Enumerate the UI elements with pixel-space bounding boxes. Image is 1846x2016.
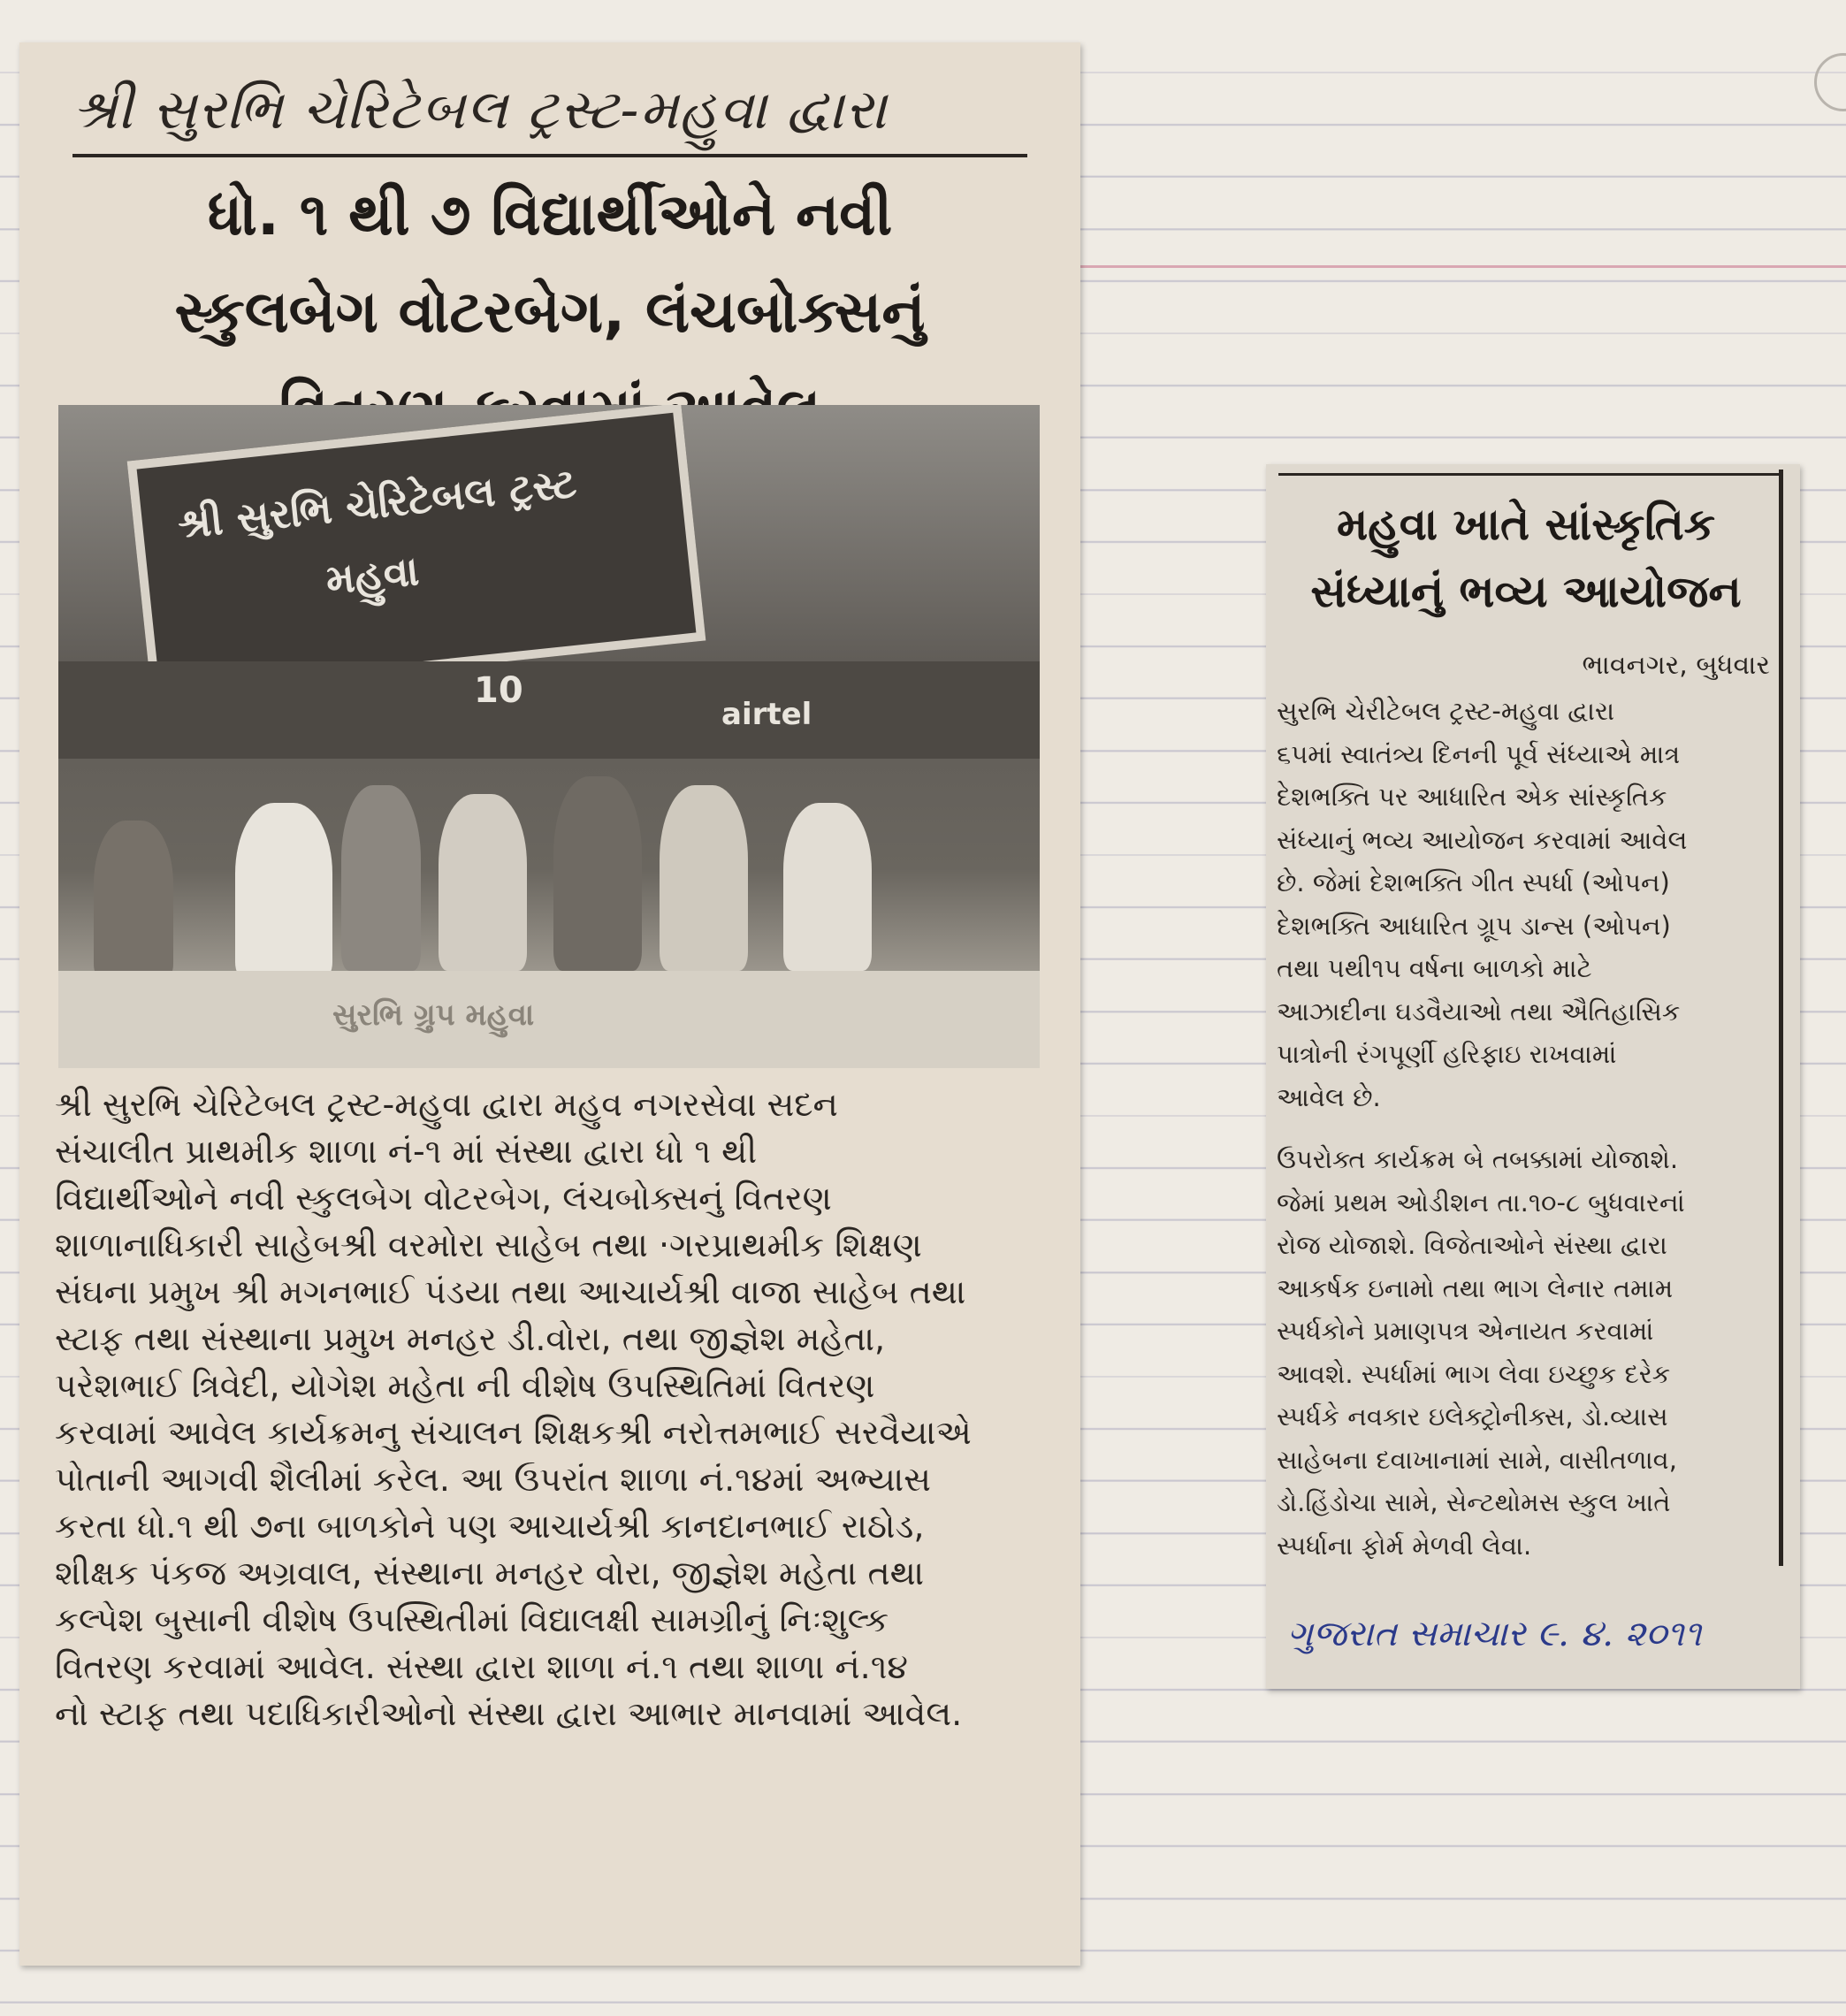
paragraph-gap [1277, 1119, 1774, 1138]
body-line: સુરભિ ચેરીટેબલ ટ્રસ્ટ-મહુવા દ્વારા [1277, 696, 1615, 726]
headline-line: સ્કુલબેગ વોટરબેગ, લંચબોક્સનું [174, 278, 926, 346]
clipping-kicker: શ્રી સુરભિ ચેરિટેબલ ટ્રસ્ટ-મહુવા દ્વારા [72, 65, 1027, 157]
right-rule [1779, 470, 1783, 1566]
clipping-body [55, 1081, 1054, 1737]
body-line: વિતરણ કરવામાં આવેલ. સંસ્થા દ્વારા શાળા નં.૧ તથા શાળા નં.૧૪ [55, 1647, 908, 1686]
body-line: સ્ટાફ તથા સંસ્થાના પ્રમુખ મનહર ડી.વોરા, તથા જીજ્ઞેશ મહેતા, [55, 1319, 886, 1358]
body-line: વિદ્યાર્થીઓને નવી સ્કુલબેગ વોટરબેગ, લંચબોક્સનું વિતરણ [55, 1179, 832, 1218]
body-line: આકર્ષક ઇનામો તથા ભાગ લેનાર તમામ [1277, 1272, 1674, 1303]
body-line: સ્પર્ધકોને પ્રમાણપત્ર એનાયત કરવામાં [1277, 1316, 1654, 1346]
body-line: સ્પર્ધાના ફોર્મ મેળવી લેવા. [1277, 1530, 1532, 1561]
board-brand: airtel [721, 697, 812, 732]
top-rule [1278, 473, 1782, 476]
body-line: ઉપરોક્ત કાર્યક્રમ બે તબક્કામાં યોજાશે. [1277, 1144, 1679, 1174]
board-number: 10 [474, 670, 523, 711]
body-line: શ્રી સુરભિ ચેરિટેબલ ટ્રસ્ટ-મહુવા દ્વારા મહુવ નગરસેવા સદન [55, 1085, 838, 1124]
body-line: શીક્ષક પંકજ અગ્રવાલ, સંસ્થાના મનહર વોરા, જીજ્ઞેશ મહેતા તથા [55, 1554, 925, 1592]
news-photo [58, 405, 1040, 1068]
body-line: કરવામાં આવેલ કાર્યક્રમનુ સંચાલન શિક્ષકશ્રી નરોત્તમભાઈ સરવૈયાએ [55, 1413, 972, 1452]
body-line: સ્પર્ધકે નવકાર ઇલેક્ટ્રોનીક્સ, ડો.વ્યાસ [1277, 1401, 1668, 1432]
body-line: કલ્પેશ બુસાની વીશેષ ઉપસ્થિતીમાં વિદ્યાલક્ષી સામગ્રીનું નિઃશુલ્ક [55, 1600, 889, 1639]
distribution-table [58, 971, 1040, 1068]
body-line: પરેશભાઈ ત્રિવેદી, યોગેશ મહેતા ની વીશેષ ઉપસ્થિતિમાં વિતરણ [55, 1366, 875, 1405]
clipping-title [1278, 491, 1774, 625]
title-line: સંધ્યાનું ભવ્ય આયોજન [1310, 566, 1742, 617]
person-figure [341, 785, 421, 971]
body-line: તથા ૫થી૧૫ વર્ષના બાળકો માટે [1277, 953, 1592, 983]
clipping-body [1277, 690, 1774, 1567]
person-figure [94, 821, 173, 980]
person-figure [660, 785, 748, 971]
body-line: સંધ્યાનું ભવ્ય આયોજન કરવામાં આવેલ [1277, 824, 1688, 855]
banner-text-line2: મહુવા [324, 546, 422, 604]
dateline: ભાવનગર, બુધવાર [1582, 650, 1770, 681]
right-newspaper-clipping [1266, 464, 1800, 1689]
body-line: દેશભક્તિ આધારિત ગ્રૂપ ડાન્સ (ઓપન) [1277, 910, 1671, 941]
photo-banner [127, 405, 706, 699]
body-line: ૬૫માં સ્વાતંત્ર્ય દિનની પૂર્વ સંધ્યાએ માત્ર [1277, 738, 1681, 769]
person-figure [235, 803, 332, 980]
banner-text-line1: શ્રી સુરભિ ચેરિટેબલ ટ્રસ્ટ [175, 458, 579, 548]
body-line: પોતાની આગવી શૈલીમાં કરેલ. આ ઉપરાંત શાળા નં.૧૪માં અભ્યાસ [55, 1460, 931, 1499]
body-line: આઝાદીના ઘડવૈયાઓ તથા ઐતિહાસિક [1277, 996, 1681, 1027]
body-line: આવેલ છે. [1277, 1081, 1381, 1112]
body-line: આવશે. સ્પર્ધામાં ભાગ લેવા ઇચ્છુક દરેક [1277, 1358, 1671, 1389]
left-newspaper-clipping [19, 42, 1080, 1966]
handwritten-source-note: ગુજરાત સમાચાર ૯. ૪. ૨૦૧૧ [1287, 1614, 1702, 1654]
body-line: પાત્રોની રંગપૂર્ણી હરિફાઇ રાખવામાં [1277, 1039, 1617, 1069]
person-figure [553, 776, 642, 971]
margin-line [1034, 265, 1846, 268]
body-line: છે. જેમાં દેશભક્તિ ગીત સ્પર્ધા (ઓપન) [1277, 867, 1670, 897]
table-banner: સુરભિ ગ્રુપ મહુવા [332, 997, 535, 1033]
person-figure [439, 794, 527, 971]
person-figure [783, 803, 872, 971]
body-line: સંચાલીત પ્રાથમીક શાળા નં-૧ માં સંસ્થા દ્વારા ધો ૧ થી [55, 1132, 758, 1171]
headline-line: ધો. ૧ થી ૭ વિદ્યાર્થીઓને નવી [207, 180, 893, 248]
body-line: દેશભક્તિ પર આધારિત એક સાંસ્કૃતિક [1277, 782, 1667, 812]
body-line: રોજ યોજાશે. વિજેતાઓને સંસ્થા દ્વારા [1277, 1230, 1667, 1260]
body-line: કરતા ધો.૧ થી ૭ના બાળકોને પણ આચાર્યશ્રી કાનદાનભાઈ રાઠોડ, [55, 1507, 925, 1546]
binder-ring [1814, 53, 1846, 111]
title-line: મહુવા ખાતે સાંસ્કૃતિક [1336, 499, 1716, 550]
body-line: શાળાનાધિકારી સાહેબશ્રી વરમોરા સાહેબ તથા ·ગરપ્રાથમીક શિક્ષણ [55, 1226, 922, 1264]
body-line: સાહેબના દવાખાનામાં સામે, વાસીતળાવ, [1277, 1444, 1677, 1475]
shop-awning [58, 661, 1040, 759]
body-line: સંઘના પ્રમુખ શ્રી મગનભાઈ પંડયા તથા આચાર્યશ્રી વાજા સાહેબ તથા [55, 1272, 966, 1311]
body-line: નો સ્ટાફ તથા પદાધિકારીઓનો સંસ્થા દ્વારા આભાર માનવામાં આવેલ. [55, 1694, 963, 1733]
body-line: જેમાં પ્રથમ ઓડીશન તા.૧૦-૮ બુધવારનાં [1277, 1187, 1685, 1218]
body-line: ડો.હિંડોચા સામે, સેન્ટથોમસ સ્કુલ ખાતે [1277, 1487, 1671, 1517]
